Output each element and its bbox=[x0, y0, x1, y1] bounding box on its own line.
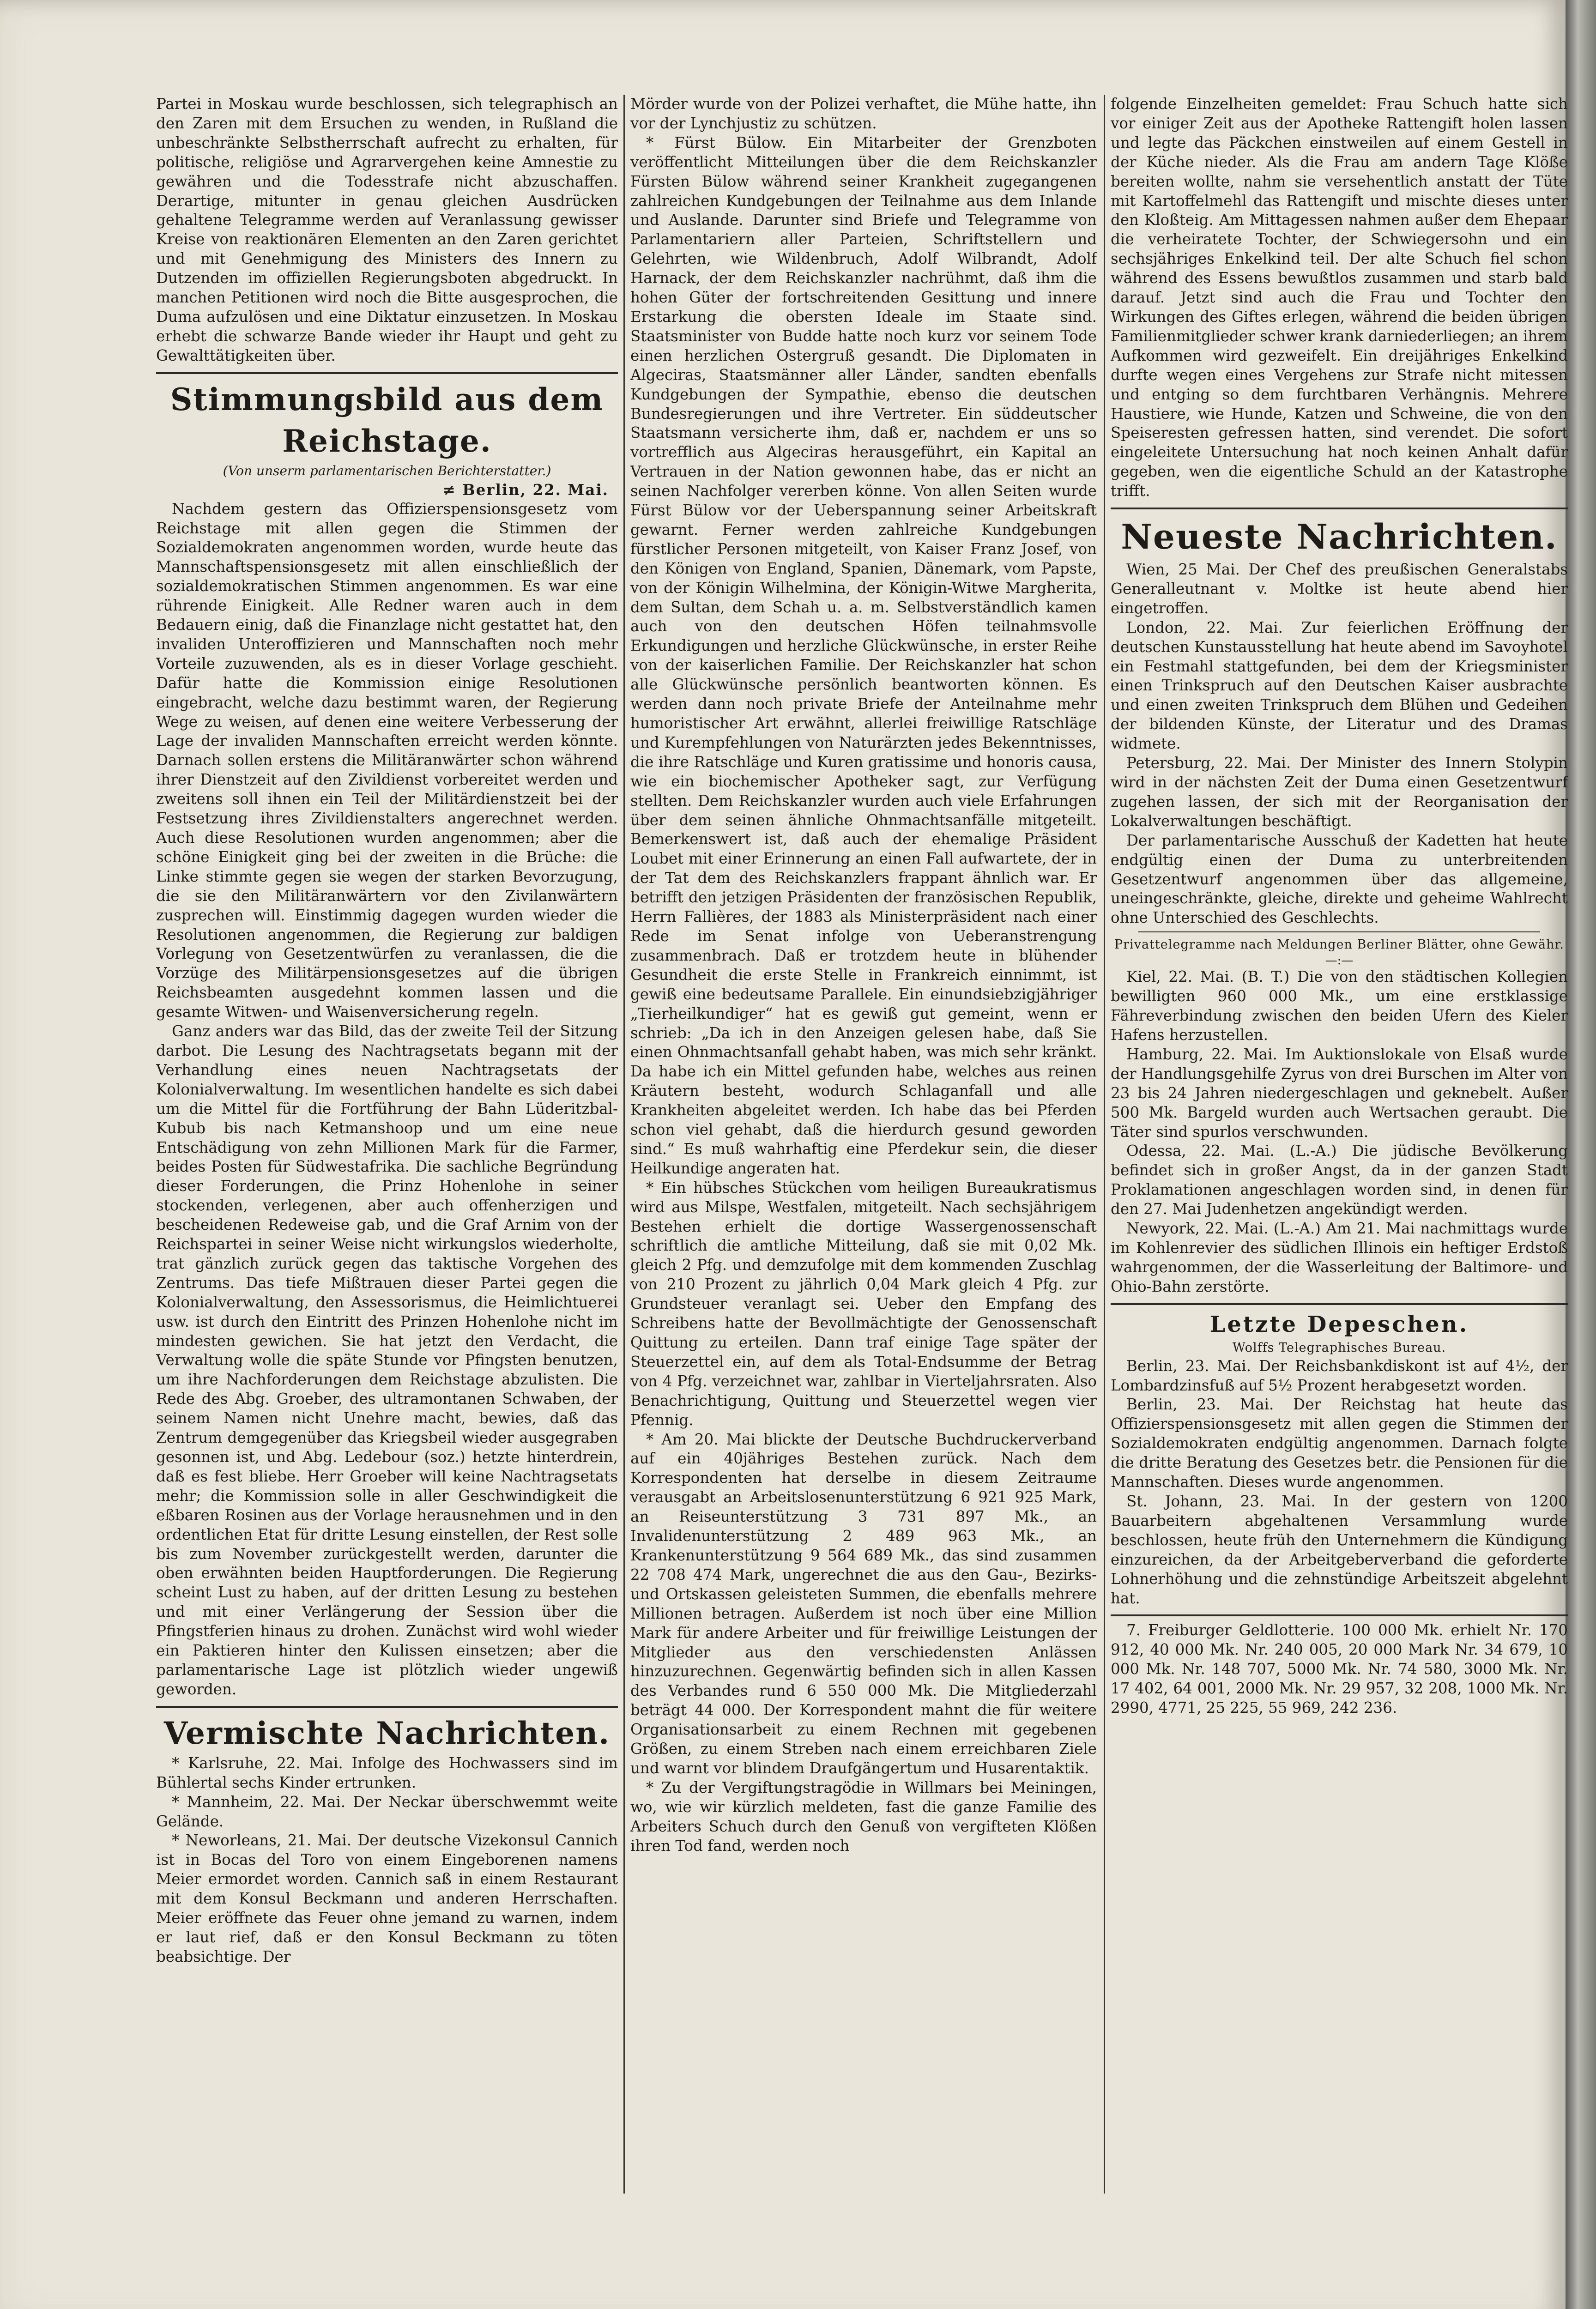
news-item: * Fürst Bülow. Ein Mitarbeiter der Grenzboten veröffentlicht Mitteilungen über die dem Reichskanzler Fürsten Bülow während seiner Krankheit zugegangenen zahlreichen Kundgebungen der Teilnahme aus dem Inlande und Auslande. Darunter sind Briefe und Telegramme von Parlamentariern aller Parteien, Schriftstellern und Gelehrten, wie Wildenbruch, Adolf Wilbrandt, Adolf Harnack, der dem Reichskanzler nachrühmt, daß ihm die hohen Güter der fortschreitenden Gesittung und innere Erstarkung die obersten Ideale im Staate sind. Staatsminister von Budde hatte noch kurz vor seinem Tode einen herzlichen Ostergruß gesandt. Die Diplomaten in Algeciras, Staatsmänner aller Länder, sandten ebenfalls Kundgebungen der Sympathie, ebenso die deutschen Bundesregierungen und ihre Vertreter. Ein süddeutscher Staatsmann versicherte ihm, daß er, nachdem er uns so vortrefflich aus Algeciras herausgeführt, ein Kapital an Vertrauen in der Nation gewonnen habe, das er nicht an seinen Nachfolger vererben könne. Von allen Seiten wurde Fürst Bülow vor der Ueberspannung seiner Arbeitskraft gewarnt. Ferner werden zahlreiche Kundgebungen fürstlicher Personen mitgeteilt, von Kaiser Franz Josef, von den Königen von England, Spanien, Dänemark, vom Papste, von der Königin Wilhelmina, der Königin-Witwe Margherita, dem Sultan, dem Schah u. a. m. Selbstverständlich kamen auch von den deutschen Höfen teilnahmsvolle Erkundigungen und herzliche Glückwünsche, in erster Reihe von der kaiserlichen Familie. Der Reichskanzler hat schon alle Glückwünsche persönlich beantworten können. Es werden dann noch private Briefe der Anteilnahme mehr humoristischer Art erwähnt, allerlei freiwillige Ratschläge und Kurempfehlungen von Naturärzten jedes Bekenntnisses, die ihre Ratschläge und Kuren gratissime und honoris causa, wie ein biochemischer Apotheker sagt, zur Verfügung stellten. Dem Reichskanzler wurden auch viele Erfahrungen über dem seinen ähnliche Ohnmachtsanfälle mitgeteilt. Bemerkenswert ist, daß auch der ehemalige Präsident Loubet mit einer Erinnerung an einen Fall aufwartete, der in der Tat dem des Reichskanzlers frappant ähnlich war. Er betrifft den jetzigen Präsidenten der französischen Republik, Herrn Fallières, der 1883 als Ministerpräsident nach einer Rede im Senat infolge von Ueberanstrengung zusammenbrach. Daß er trotzdem heute in blühender Gesundheit die erste Stelle in Frankreich einnimmt, ist gewiß eine bedeutsame Parallele. Ein einundsiebzigjähriger „Tierheilkundiger“ hat es gewiß gut gemeint, wenn er schrieb: „Da ich in den Anzeigen gelesen habe, daß Sie einen Ohnmachtsanfall gehabt haben, was mich sehr kränkt. Da habe ich ein Mittel gefunden habe, welches aus reinen Kräutern besteht, wodurch Schlaganfall und alle Krankheiten abgeleitet werden. Ich habe das bei Pferden schon viel gehabt, daß die hierdurch gesund geworden sind.“ Es muß wahrhaftig eine Pferdekur sein, die dieser Heilkundige angeraten hat. bbox=[630, 133, 1097, 1177]
section-rule bbox=[1111, 1303, 1568, 1305]
news-item: St. Johann, 23. Mai. In der gestern von 1200 Bauarbeitern abgehaltenen Versammlung wurde beschlossen, heute früh den Unternehmern die Kündigung einzureichen, da der Arbeitgeberverband die geforderte Lohnerhöhung und die zehnstündige Arbeitszeit abgelehnt hat. bbox=[1111, 1493, 1568, 1607]
page-edge bbox=[1566, 0, 1596, 2309]
news-item: Newyork, 22. Mai. (L.-A.) Am 21. Mai nachmittags wurde im Kohlenrevier des südlichen Illinois ein heftiger Erdstoß wahrgenommen, der die Wasserleitung der Baltimore- und Ohio-Bahn zerstörte. bbox=[1111, 1220, 1568, 1295]
column-rule-1 bbox=[623, 95, 625, 2194]
news-item: Odessa, 22. Mai. (L.-A.) Die jüdische Bevölkerung befindet sich in großer Angst, da in der ganzen Stadt Proklamationen angeschlagen worden sind, in denen für den 27. Mai Judenhetzen angekündigt werden. bbox=[1111, 1142, 1568, 1218]
section-rule bbox=[1111, 1614, 1568, 1616]
news-item: London, 22. Mai. Zur feierlichen Eröffnung der deutschen Kunstausstellung hat heute abend im Savoyhotel ein Festmahl stattgefunden, bei dem der Kriegsminister einen Trinkspruch auf den Deutschen Kaiser ausbrachte und einen zweiten Trinkspruch dem Blühen und Gedeihen der bildenden Künste, der Literatur und des Dramas widmete. bbox=[1111, 618, 1568, 753]
column-rule-2 bbox=[1104, 95, 1105, 2194]
headline-depeschen: Letzte Depeschen. bbox=[1209, 1311, 1469, 1337]
section-rule bbox=[156, 372, 618, 374]
article-text: Partei in Moskau wurde beschlossen, sich telegraphisch an den Zaren mit dem Ersuchen zu wenden, in Rußland die unbeschränkte Selbstherrschaft aufrecht zu erhalten, für politische, religiöse und Agrarvergehen keine Amnestie zu gewähren und die Todesstrafe nicht abzuschaffen. Derartige, mitunter in genau gleichen Ausdrücken gehaltene Telegramme werden auf Veranlassung gewisser Kreise von reaktionären Elementen an den Zaren gerichtet und mit Genehmigung des Ministers des Innern zu Dutzenden im offiziellen Regierungsboten abgedruckt. In manchen Petitionen wird noch die Bitte ausgesprochen, die Duma aufzulösen und eine Diktatur einzusetzen. In Moskau erhebt die schwarze Bande wieder ihr Haupt und geht zu Gewalttätigkeiten über. bbox=[156, 95, 618, 364]
news-item: * Neworleans, 21. Mai. Der deutsche Vizekonsul Cannich ist in Bocas del Toro von einem Eingeborenen namens Meier ermordet worden. Cannich saß in einem Restaurant mit dem Konsul Beckmann und anderen Herrschaften. Meier eröffnete das Feuer ohne jemand zu warnen, indem er laut rief, daß er den Konsul Beckmann zu töten beabsichtige. Der bbox=[156, 1831, 618, 1965]
news-item: Petersburg, 22. Mai. Der Minister des Innern Stolypin wird in der nächsten Zeit der Duma einen Gesetzentwurf zugehen lassen, der sich mit der Reorganisation der Lokalverwaltungen beschäftigt. bbox=[1111, 754, 1568, 830]
headline-neueste: Neueste Nachrichten. bbox=[1121, 517, 1558, 557]
news-item: * Ein hübsches Stückchen vom heiligen Bureaukratismus wird aus Milspe, Westfalen, mitgeteilt. Nach sechsjährigem Bestehen erhielt die dortige Wassergenossenschaft schriftlich die amtliche Mitteilung, daß sie mit 0,02 Mk. gleich 2 Pfg. und demzufolge mit dem kommenden Zuschlag von 210 Prozent zu jährlich 0,04 Mark gleich 4 Pfg. zur Grundsteuer veranlagt sei. Ueber den Empfang des Schreibens hatte der Bevollmächtigte der Genossenschaft Quittung zu erteilen. Dann traf einige Tage später der Steuerzettel ein, auf dem als Total-Endsumme der Betrag von 4 Pfg. verzeichnet war, zahlbar in Vierteljahrsraten. Also Benachrichtigung, Quittung und Steuerzettel wegen vier Pfennig. bbox=[630, 1179, 1097, 1429]
article-text: Mörder wurde von der Polizei verhaftet, die Mühe hatte, ihn vor der Lynchjustiz zu schützen. bbox=[630, 95, 1097, 132]
section-subtitle: Privattelegramme nach Meldungen Berliner Blätter, ohne Gewähr. bbox=[1114, 937, 1564, 952]
article-text: Ganz anders war das Bild, das der zweite Teil der Sitzung darbot. Die Lesung des Nachtragsetats begann mit der Verhandlung eines neuen Nachtragsetats der Kolonialverwaltung. Im wesentlichen handelte es sich dabei um die Mittel für die Fortführung der Bahn Lüderitzbal-Kubub bis nach Ketmanshoop und um eine neue Entschädigung von zehn Millionen Mark für die Farmer, beides Posten für Südwestafrika. Die sachliche Begründung dieser Forderungen, die Prinz Hohenlohe in seiner stockenden, verlegenen, aber auch offenherzigen und bescheidenen Redeweise gab, und die Graf Arnim von der Reichspartei in seiner Weise nicht wirkungslos wiederholte, trat gänzlich zurück gegen das taktische Vorgehen des Zentrums. Das tiefe Mißtrauen dieser Partei gegen die Kolonialverwaltung, den Assessorismus, die Heimlichtuerei usw. ist durch den Eintritt des Prinzen Hohenlohe nicht im mindesten gewichen. Sie hat jetzt den Verdacht, die Verwaltung wolle die späte Stunde vor Pfingsten benutzen, um ihre Nachforderungen dem Reichstage abzulisten. Die Rede des Abg. Groeber, des ultramontanen Schwaben, der seinem Namen nicht Unehre macht, bewies, daß das Zentrum demgegenüber das Kriegsbeil wieder ausgegraben gesonnen ist, und Abg. Ledebour (soz.) hetzte hinterdrein, daß es fest bliebe. Herr Groeber will keine Nachtragsetats mehr; die Kommission solle in aller Geschwindigkeit die eßbaren Rosinen aus der Vorlage herausnehmen und in den ordentlichen Etat für dritte Lesung einstellen, der Rest solle bis zum November zurückgestellt werden, darunter die oben erwähnten beiden Hauptforderungen. Die Regierung scheint Lust zu haben, auf der dritten Lesung zu bestehen und mit einer Verlängerung der Session über die Pfingstferien hinaus zu drohen. Zunächst wird wohl wieder ein Paktieren hinter den Kulissen einsetzen; aber die parlamentarische Lage ist plötzlich wieder ungewiß geworden. bbox=[156, 1022, 618, 1698]
section-rule bbox=[1111, 508, 1568, 509]
news-item: Der parlamentarische Ausschuß der Kadetten hat heute endgültig einen der Duma zu unterbreitenden Gesetzentwurf angenommen über das allgemeine, uneingeschränkte, gleiche, direkte und geheime Wahlrecht ohne Unterschied des Geschlechts. bbox=[1111, 831, 1568, 927]
news-item: Berlin, 23. Mai. Der Reichsbankdiskont ist auf 4½, der Lombardzinsfuß auf 5½ Prozent herabgesetzt worden. bbox=[1111, 1357, 1568, 1394]
section-rule bbox=[156, 1706, 618, 1708]
byline: (Von unserm parlamentarischen Berichterstatter.) bbox=[223, 463, 551, 478]
section-subtitle: Wolffs Telegraphisches Bureau. bbox=[1232, 1340, 1446, 1355]
column-1 bbox=[156, 95, 618, 2200]
article-text: folgende Einzelheiten gemeldet: Frau Schuch hatte sich vor einiger Zeit aus der Apotheke Rattengift holen lassen und legte das Päckchen einstweilen auf einem Gestell in der Küche nieder. Als die Frau am andern Tage Klöße bereiten wollte, nahm sie versehentlich anstatt der Tüte mit Kartoffelmehl das Rattengift und mischte dieses unter den Kloßteig. Am Mittagessen nahmen außer dem Ehepaar die verheiratete Tochter, der Schwiegersohn und ein sechsjähriges Enkelkind teil. Der alte Schuch fiel schon während des Essens bewußtlos zusammen und starb bald darauf. Jetzt sind auch die Frau und Tochter den Wirkungen des Giftes erlegen, während die beiden übrigen Familienmitglieder schwer krank darniederliegen; an ihrem Aufkommen wird gezweifelt. Ein dreijähriges Enkelkind durfte wegen eines Vergehens zur Strafe nicht mitessen und entging so dem furchtbaren Verhängnis. Mehrere Haustiere, wie Hunde, Katzen und Schweine, die von den Speiseresten gefressen hatten, sind verendet. Die sofort eingeleitete Untersuchung hat noch keinen Anhalt dafür gegeben, wen die eigentliche Schuld an der Katastrophe trifft. bbox=[1111, 95, 1568, 500]
headline-reichstag: Stimmungsbild aus dem Reichstage. bbox=[170, 381, 604, 459]
news-item: * Zu der Vergiftungstragödie in Willmars bei Meiningen, wo, wie wir kürzlich meldeten, fast die ganze Familie des Arbeiters Schuch durch den Genuß von vergifteten Klößen ihren Tod fand, werden noch bbox=[630, 1778, 1097, 1855]
news-item: Wien, 25 Mai. Der Chef des preußischen Generalstabs Generalleutnant v. Moltke ist heute abend hier eingetroffen. bbox=[1111, 561, 1568, 617]
section-rule bbox=[1138, 931, 1540, 932]
column-2 bbox=[630, 95, 1097, 2200]
column-3 bbox=[1111, 95, 1568, 2200]
news-item: Berlin, 23. Mai. Der Reichstag hat heute das Offizierspensionsgesetz mit allen gegen die Stimmen der Sozialdemokraten endgültig angenommen. Darnach folgte die dritte Beratung des Gesetzes betr. die Pensionen für die Mannschaften. Dieses wurde angenommen. bbox=[1111, 1396, 1568, 1491]
dateline: ≠ Berlin, 22. Mai. bbox=[442, 480, 609, 499]
news-item: Hamburg, 22. Mai. Im Auktionslokale von Elsaß wurde der Handlungsgehilfe Zyrus von drei Burschen im Alter von 23 bis 24 Jahren niedergeschlagen und geknebelt. Außer 500 Mk. Bargeld wurden auch Wertsachen geraubt. Die Täter sind spurlos verschwunden. bbox=[1111, 1045, 1568, 1141]
news-item: Kiel, 22. Mai. (B. T.) Die von den städtischen Kollegien bewilligten 960 000 Mk., um eine erstklassige Fähreverbindung zwischen den beiden Ufern des Kieler Hafens herzustellen. bbox=[1111, 968, 1568, 1044]
lottery-results: 7. Freiburger Geldlotterie. 100 000 Mk. erhielt Nr. 170 912, 40 000 Mk. Nr. 240 005, 20 000 Mark Nr. 34 679, 10 000 Mk. Nr. 148 707, 5000 Mk. Nr. 74 580, 3000 Mk. Nr. 17 402, 64 001, 2000 Mk. Nr. 29 957, 32 208, 1000 Mk. Nr. 2990, 4771, 25 225, 55 969, 242 236. bbox=[1111, 1621, 1568, 1717]
headline-vermischte: Vermischte Nachrichten. bbox=[163, 1715, 611, 1751]
separator: —:— bbox=[1325, 954, 1354, 968]
news-item: * Am 20. Mai blickte der Deutsche Buchdruckerverband auf ein 40jähriges Bestehen zurück. Nach dem Korrespondenten hat derselbe in diesem Zeitraume verausgabt an Arbeitslosenunterstützung 6 921 925 Mark, an Reiseunterstützung 3 731 897 Mk., an Invalidenunterstützung 2 489 963 Mk., an Krankenunterstützung 9 564 689 Mk., das sind zusammen 22 708 474 Mark, ungerechnet die aus den Gau-, Bezirks- und Ortskassen geleisteten Summen, die ebenfalls mehrere Millionen betragen. Außerdem ist noch über eine Million Mark für andere Arbeiter und für freiwillige Leistungen der Mitglieder aus den verschiedensten Anlässen hinzuzurechnen. Gegenwärtig befinden sich in allen Kassen des Verbandes rund 6 550 000 Mk. Die Mitgliederzahl beträgt 44 000. Der Korrespondent mahnt die für weitere Organisationsarbeit zu einem Rechnen mit gegebenen Größen, zu einem Streben nach einem erreichbaren Ziele und warnt vor blindem Draufgängertum und Husarentaktik. bbox=[630, 1430, 1097, 1777]
news-item: * Mannheim, 22. Mai. Der Neckar überschwemmt weite Gelände. bbox=[156, 1793, 618, 1830]
news-item: * Karlsruhe, 22. Mai. Infolge des Hochwassers sind im Bühlertal sechs Kinder ertrunken. bbox=[156, 1754, 618, 1791]
article-text: Nachdem gestern das Offizierspensionsgesetz vom Reichstage mit allen gegen die Stimmen der Sozialdemokraten angenommen worden, wurde heute das Mannschaftspensionsgesetz mit allen einschließlich der sozialdemokratischen Stimmen angenommen. Es war eine rührende Einigkeit. Alle Redner waren auch in dem Bedauern einig, daß die Finanzlage nicht gestattet hat, den invaliden Unteroffizieren und Mannschaften noch mehr Vorteile zuzuwenden, als es in dieser Vorlage geschieht. Dafür hatte die Kommission einige Resolutionen eingebracht, welche dazu bestimmt waren, der Regierung Wege zu weisen, auf denen eine weitere Verbesserung der Lage der invaliden Mannschaften erreicht werden könnte. Darnach sollen erstens die Militäranwärter schon während ihrer Dienstzeit auf den Zivildienst vorbereitet werden und zweitens soll ihnen ein Teil der Militärdienstzeit bei der Festsetzung ihres Zivildienstalters angerechnet werden. Auch diese Resolutionen wurden angenommen; aber die schöne Einigkeit ging bei der zweiten in die Brüche: die Linke stimmte gegen sie wegen der starken Bevorzugung, die sie den Militäranwärtern vor den Zivilanwärtern zusprechen will. Einstimmig dagegen wurden wieder die Resolutionen angenommen, die Regierung zur baldigen Vorlegung von Gesetzentwürfen zu veranlassen, die die Vorzüge des Militärpensionsgesetzes auf die übrigen Reichsbeamten ausgedehnt kommen lassen und die gesamte Witwen- und Waisenversicherung regeln. bbox=[156, 500, 618, 1021]
